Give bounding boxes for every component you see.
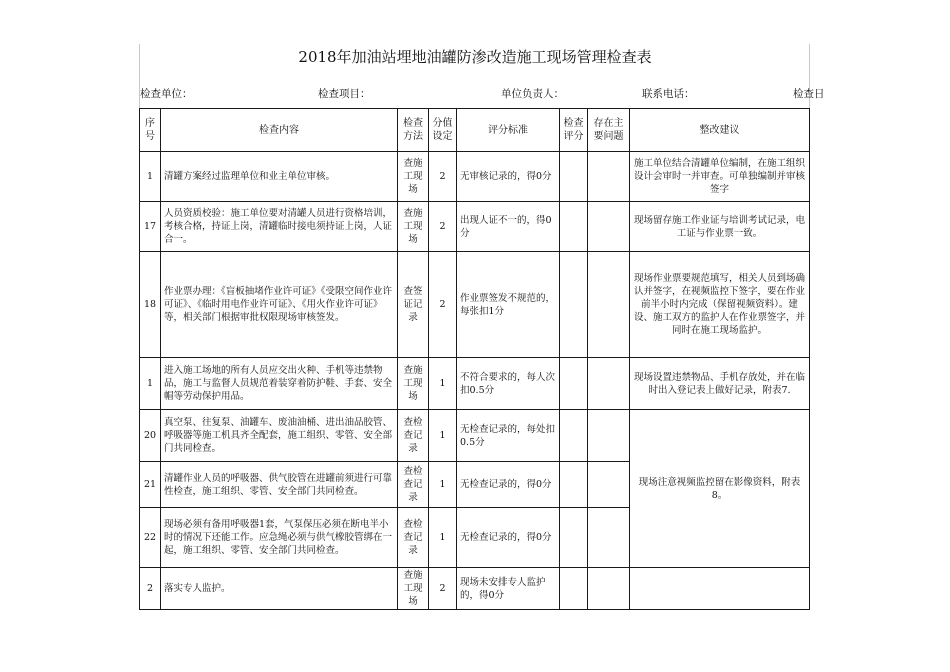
cell-check-score — [560, 202, 588, 252]
cell-no: 1 — [140, 358, 161, 410]
header-suggestion: 整改建议 — [630, 109, 810, 152]
cell-no: 17 — [140, 202, 161, 252]
header-standard: 评分标准 — [457, 109, 560, 152]
cell-suggestion: 施工单位结合清罐单位编制，在施工组织设计会审时一并审查。可单独编制并审核签字 — [630, 152, 810, 202]
cell-suggestion: 现场作业票要规范填写，相关人员到场确认并签字，在视频监控下签字，要在作业前半小时内完成（保留视频资料）。建设、施工双方的监护人在作业票签字，并同时在施工现场监护。 — [630, 252, 810, 358]
cell-standard: 出现人证不一的，得0分 — [457, 202, 560, 252]
info-unit: 检查单位： — [140, 88, 193, 100]
cell-check-score — [560, 358, 588, 410]
cell-score: 2 — [429, 568, 457, 610]
cell-score: 1 — [429, 462, 457, 508]
cell-score: 1 — [429, 358, 457, 410]
cell-check-score — [560, 410, 588, 462]
page-title: 2018年加油站埋地油罐防渗改造施工现场管理检查表 — [298, 48, 652, 66]
cell-suggestion-merged: 现场注意视频监控留在影像资料，附表8。 — [630, 410, 810, 568]
cell-problems — [588, 410, 630, 462]
cell-problems — [588, 152, 630, 202]
cell-method: 查签证记录 — [398, 252, 429, 358]
cell-score: 1 — [429, 508, 457, 568]
cell-check-score — [560, 252, 588, 358]
cell-problems — [588, 508, 630, 568]
cell-method: 查施工现场 — [398, 568, 429, 610]
cell-no: 22 — [140, 508, 161, 568]
cell-method: 查施工现场 — [398, 152, 429, 202]
cell-standard: 无检查记录的，得0分 — [457, 462, 560, 508]
cell-suggestion — [630, 568, 810, 610]
cell-method: 查检查记录 — [398, 508, 429, 568]
info-date: 检查日 — [793, 88, 825, 100]
cell-check-score — [560, 462, 588, 508]
cell-content: 落实专人监护。 — [161, 568, 398, 610]
cell-standard: 不符合要求的，每人次扣0.5分 — [457, 358, 560, 410]
cell-content: 作业票办理：《盲板抽堵作业许可证》《受限空间作业许可证》、《临时用电作业许可证》、《用火作业许可证》等，相关部门根据审批权限现场审核签发。 — [161, 252, 398, 358]
cell-method: 查检查记录 — [398, 462, 429, 508]
cell-standard: 现场未安排专人监护的，得0分 — [457, 568, 560, 610]
info-leader: 单位负责人： — [501, 88, 564, 100]
cell-problems — [588, 202, 630, 252]
table-row — [140, 568, 810, 610]
cell-no: 20 — [140, 410, 161, 462]
header-no: 序号 — [140, 109, 161, 152]
cell-score: 2 — [429, 202, 457, 252]
cell-problems — [588, 462, 630, 508]
cell-score: 2 — [429, 152, 457, 202]
table-row — [140, 152, 810, 202]
inspection-table — [139, 108, 810, 610]
cell-no: 2 — [140, 568, 161, 610]
cell-score: 2 — [429, 252, 457, 358]
cell-content: 清罐作业人员的呼吸器、供气胶管在进罐前须进行可靠性检查，施工组织、零管、安全部门共同检查。 — [161, 462, 398, 508]
cell-problems — [588, 252, 630, 358]
table-row — [140, 410, 810, 462]
cell-suggestion: 现场设置违禁物品、手机存放处，并在临时出入登记表上做好记录，附表7. — [630, 358, 810, 410]
cell-content: 人员资质校验：施工单位要对清罐人员进行资格培训，考核合格，持证上岗，清罐临时接电须持证上岗，人证合一。 — [161, 202, 398, 252]
cell-check-score — [560, 152, 588, 202]
cell-standard: 无检查记录的，每处扣0.5分 — [457, 410, 560, 462]
cell-check-score — [560, 568, 588, 610]
table-row — [140, 252, 810, 358]
cell-content: 清罐方案经过监理单位和业主单位审核。 — [161, 152, 398, 202]
cell-score: 1 — [429, 410, 457, 462]
cell-check-score — [560, 508, 588, 568]
cell-problems — [588, 568, 630, 610]
cell-standard: 无检查记录的，得0分 — [457, 508, 560, 568]
cell-no: 18 — [140, 252, 161, 358]
cell-content: 进入施工场地的所有人员应交出火种、手机等违禁物品，施工与监督人员规范着装穿着防护鞋、手套、安全帽等劳动保护用品。 — [161, 358, 398, 410]
cell-method: 查施工现场 — [398, 202, 429, 252]
table-row — [140, 358, 810, 410]
table-row — [140, 202, 810, 252]
table-header-row — [140, 109, 810, 152]
cell-standard: 无审核记录的，得0分 — [457, 152, 560, 202]
header-problems: 存在主要问题 — [588, 109, 630, 152]
cell-standard: 作业票签发不规范的，每张扣1分 — [457, 252, 560, 358]
cell-content: 现场必须有备用呼吸器1套，气泵保压必须在断电半小时的情况下还能工作。应急绳必须与供气橡胶管绑在一起，施工组织、零管、安全部门共同检查。 — [161, 508, 398, 568]
cell-content: 真空泵、往复泵、油罐车、废油油桶、进出油品胶管、呼吸器等施工机具齐全配套，施工组织、零管、安全部门共同检查。 — [161, 410, 398, 462]
header-method: 检查方法 — [398, 109, 429, 152]
header-score: 分值设定 — [429, 109, 457, 152]
cell-suggestion: 现场留存施工作业证与培训考试记录，电工证与作业票一致。 — [630, 202, 810, 252]
cell-problems — [588, 358, 630, 410]
cell-no: 21 — [140, 462, 161, 508]
cell-method: 查检查记录 — [398, 410, 429, 462]
info-project: 检查项目： — [318, 88, 371, 100]
cell-no: 1 — [140, 152, 161, 202]
info-phone: 联系电话： — [642, 88, 695, 100]
header-check-score: 检查评分 — [560, 109, 588, 152]
header-content: 检查内容 — [161, 109, 398, 152]
cell-method: 查施工现场 — [398, 358, 429, 410]
